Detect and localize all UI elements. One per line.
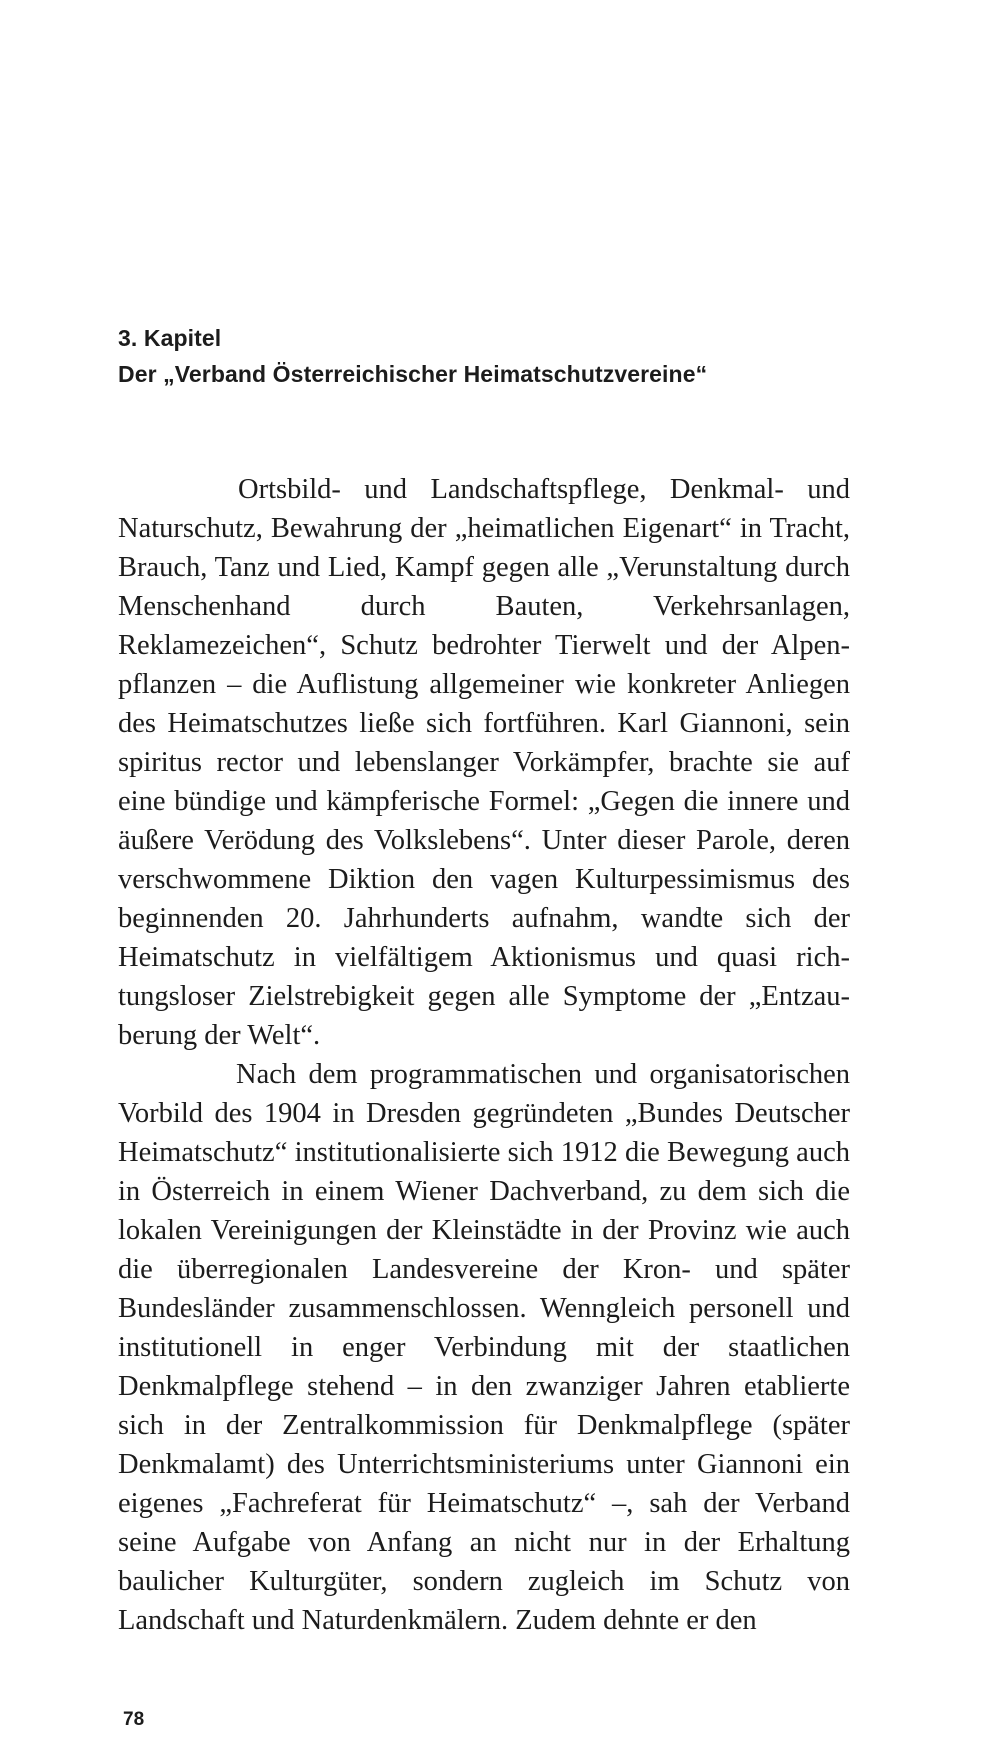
chapter-label: 3. Kapitel: [118, 325, 222, 351]
page-number: 78: [123, 1709, 145, 1730]
paragraph-2: Nach dem programmatischen und organisatorischen Vorbild des 1904 in Dresden gegründeten „Bundes Deutscher Heimatschutz“ institutionalisierte sich 1912 die Bewegung auch in Österreich in einem Wiener Dachverband, zu dem sich die lokalen Vereinigungen der Kleinstädte in der Provinz wie auch die überregionalen Landesvereine der Kron- und später Bundesländer zusammenschlossen. Wenngleich personell und institutionell in enger Verbindung mit der staatlichen Denkmalpflege stehend – in den zwanziger Jahren etablierte sich in der Zentralkommission für Denkmalpflege (später Denkmalamt) des Unterrichtsministeriums unter Giannoni ein eigenes „Fachreferat für Heimatschutz“ –, sah der Verband seine Aufgabe von Anfang an nicht nur in der Erhaltung baulicher Kulturgüter, sondern zugleich im Schutz von Landschaft und Naturdenkmälern. Zudem dehnte er den: [118, 1059, 850, 1636]
paragraph-1: Ortsbild- und Landschaftspflege, Denkmal- und Naturschutz, Bewahrung der „heimatlichen Eigenart“ in Tracht, Brauch, Tanz und Lied, Kampf gegen alle „Verunstaltung durch Menschenhand durch Bauten, Verkehrsanlagen, Reklamezeichen“, Schutz bedrohter Tierwelt und der Alpenpflanzen – die Auflistung allgemeiner wie konkreter Anliegen des Heimatschutzes ließe sich fortführen. Karl Giannoni, sein spiritus rector und lebenslanger Vorkämpfer, brachte sie auf eine bündige und kämpferische Formel: „Gegen die innere und äußere Verödung des Volkslebens“. Unter dieser Parole, deren verschwommene Diktion den vagen Kulturpessimismus des beginnenden 20. Jahrhunderts aufnahm, wandte sich der Heimatschutz in vielfältigem Aktionismus und quasi richtungsloser Zielstrebigkeit gegen alle Symptome der „Entzauberung der Welt“.: [118, 474, 850, 1051]
chapter-title: Der „Verband Österreichischer Heimatschutzvereine“: [118, 361, 708, 387]
body-text: [118, 470, 850, 1640]
